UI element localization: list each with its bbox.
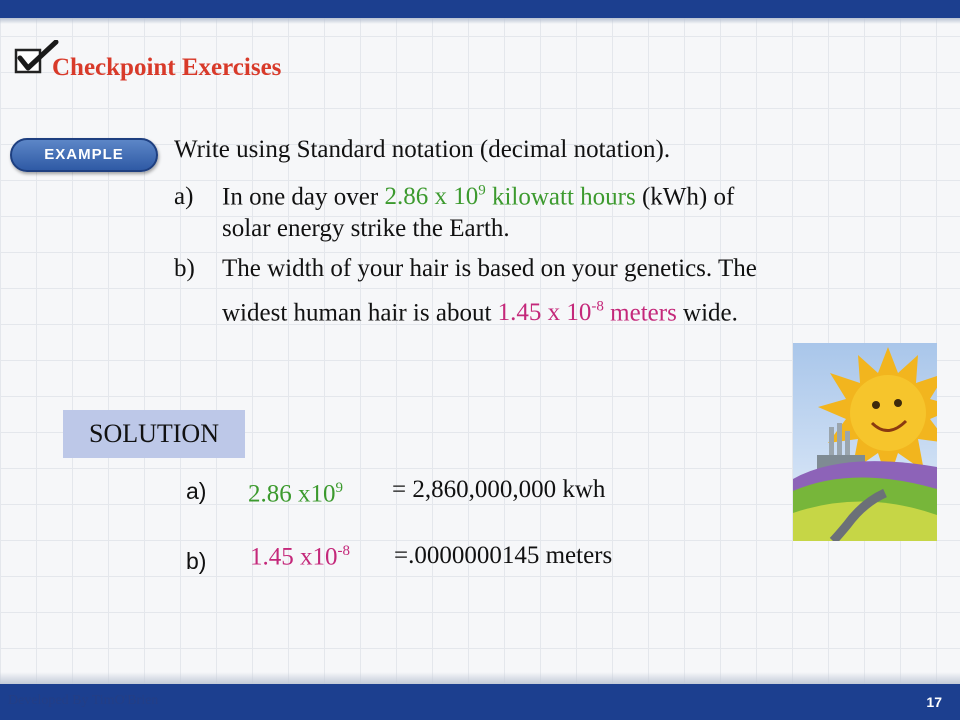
item-text: In one day over (222, 183, 385, 211)
answer-b-result: =.0000000145 meters (394, 542, 613, 569)
answer-b-expression: 1.45 $x10^{-8}$ (250, 543, 350, 571)
units-text: kilowatt hours (485, 183, 636, 211)
top-bar-shadow (0, 18, 960, 24)
problem-item-a-line2: solar energy strike the Earth. (222, 215, 510, 242)
top-bar (0, 0, 960, 18)
item-marker: a) (174, 183, 194, 211)
scientific-number: 2.86 x $10^9$ (384, 183, 486, 211)
answer-a-expression: 2.86 $x10^9$ (248, 480, 343, 508)
sun-landscape-picture (793, 343, 937, 541)
item-text: The width of your hair is based on your genetics. The (222, 255, 757, 282)
answer-a-result: = 2,860,000,000 kwh (392, 476, 606, 503)
bottom-bar-shadow (0, 672, 960, 684)
item-text: widest human hair is about (222, 299, 498, 327)
answer-b-label: b) (186, 548, 207, 574)
scientific-number: 1.45 x $10^{-8}$ (497, 299, 604, 327)
footer-credit: Developed By TimO'Brien (8, 693, 159, 708)
problem-prompt: Write using Standard notation (decimal notation). (174, 136, 671, 163)
problem-item-b-line1 (174, 250, 757, 288)
answer-a-label: a) (186, 478, 207, 504)
header-title: Checkpoint Exercises (52, 54, 282, 81)
item-text: wide. (676, 299, 738, 327)
item-text: (kWh) of (635, 183, 735, 211)
problem-item-b-line2 (222, 288, 738, 332)
page-number: 17 (926, 694, 942, 710)
units-text: meters (603, 299, 677, 327)
item-marker: b) (174, 255, 195, 282)
example-badge: EXAMPLE (10, 138, 158, 172)
solution-label: SOLUTION (63, 410, 245, 458)
